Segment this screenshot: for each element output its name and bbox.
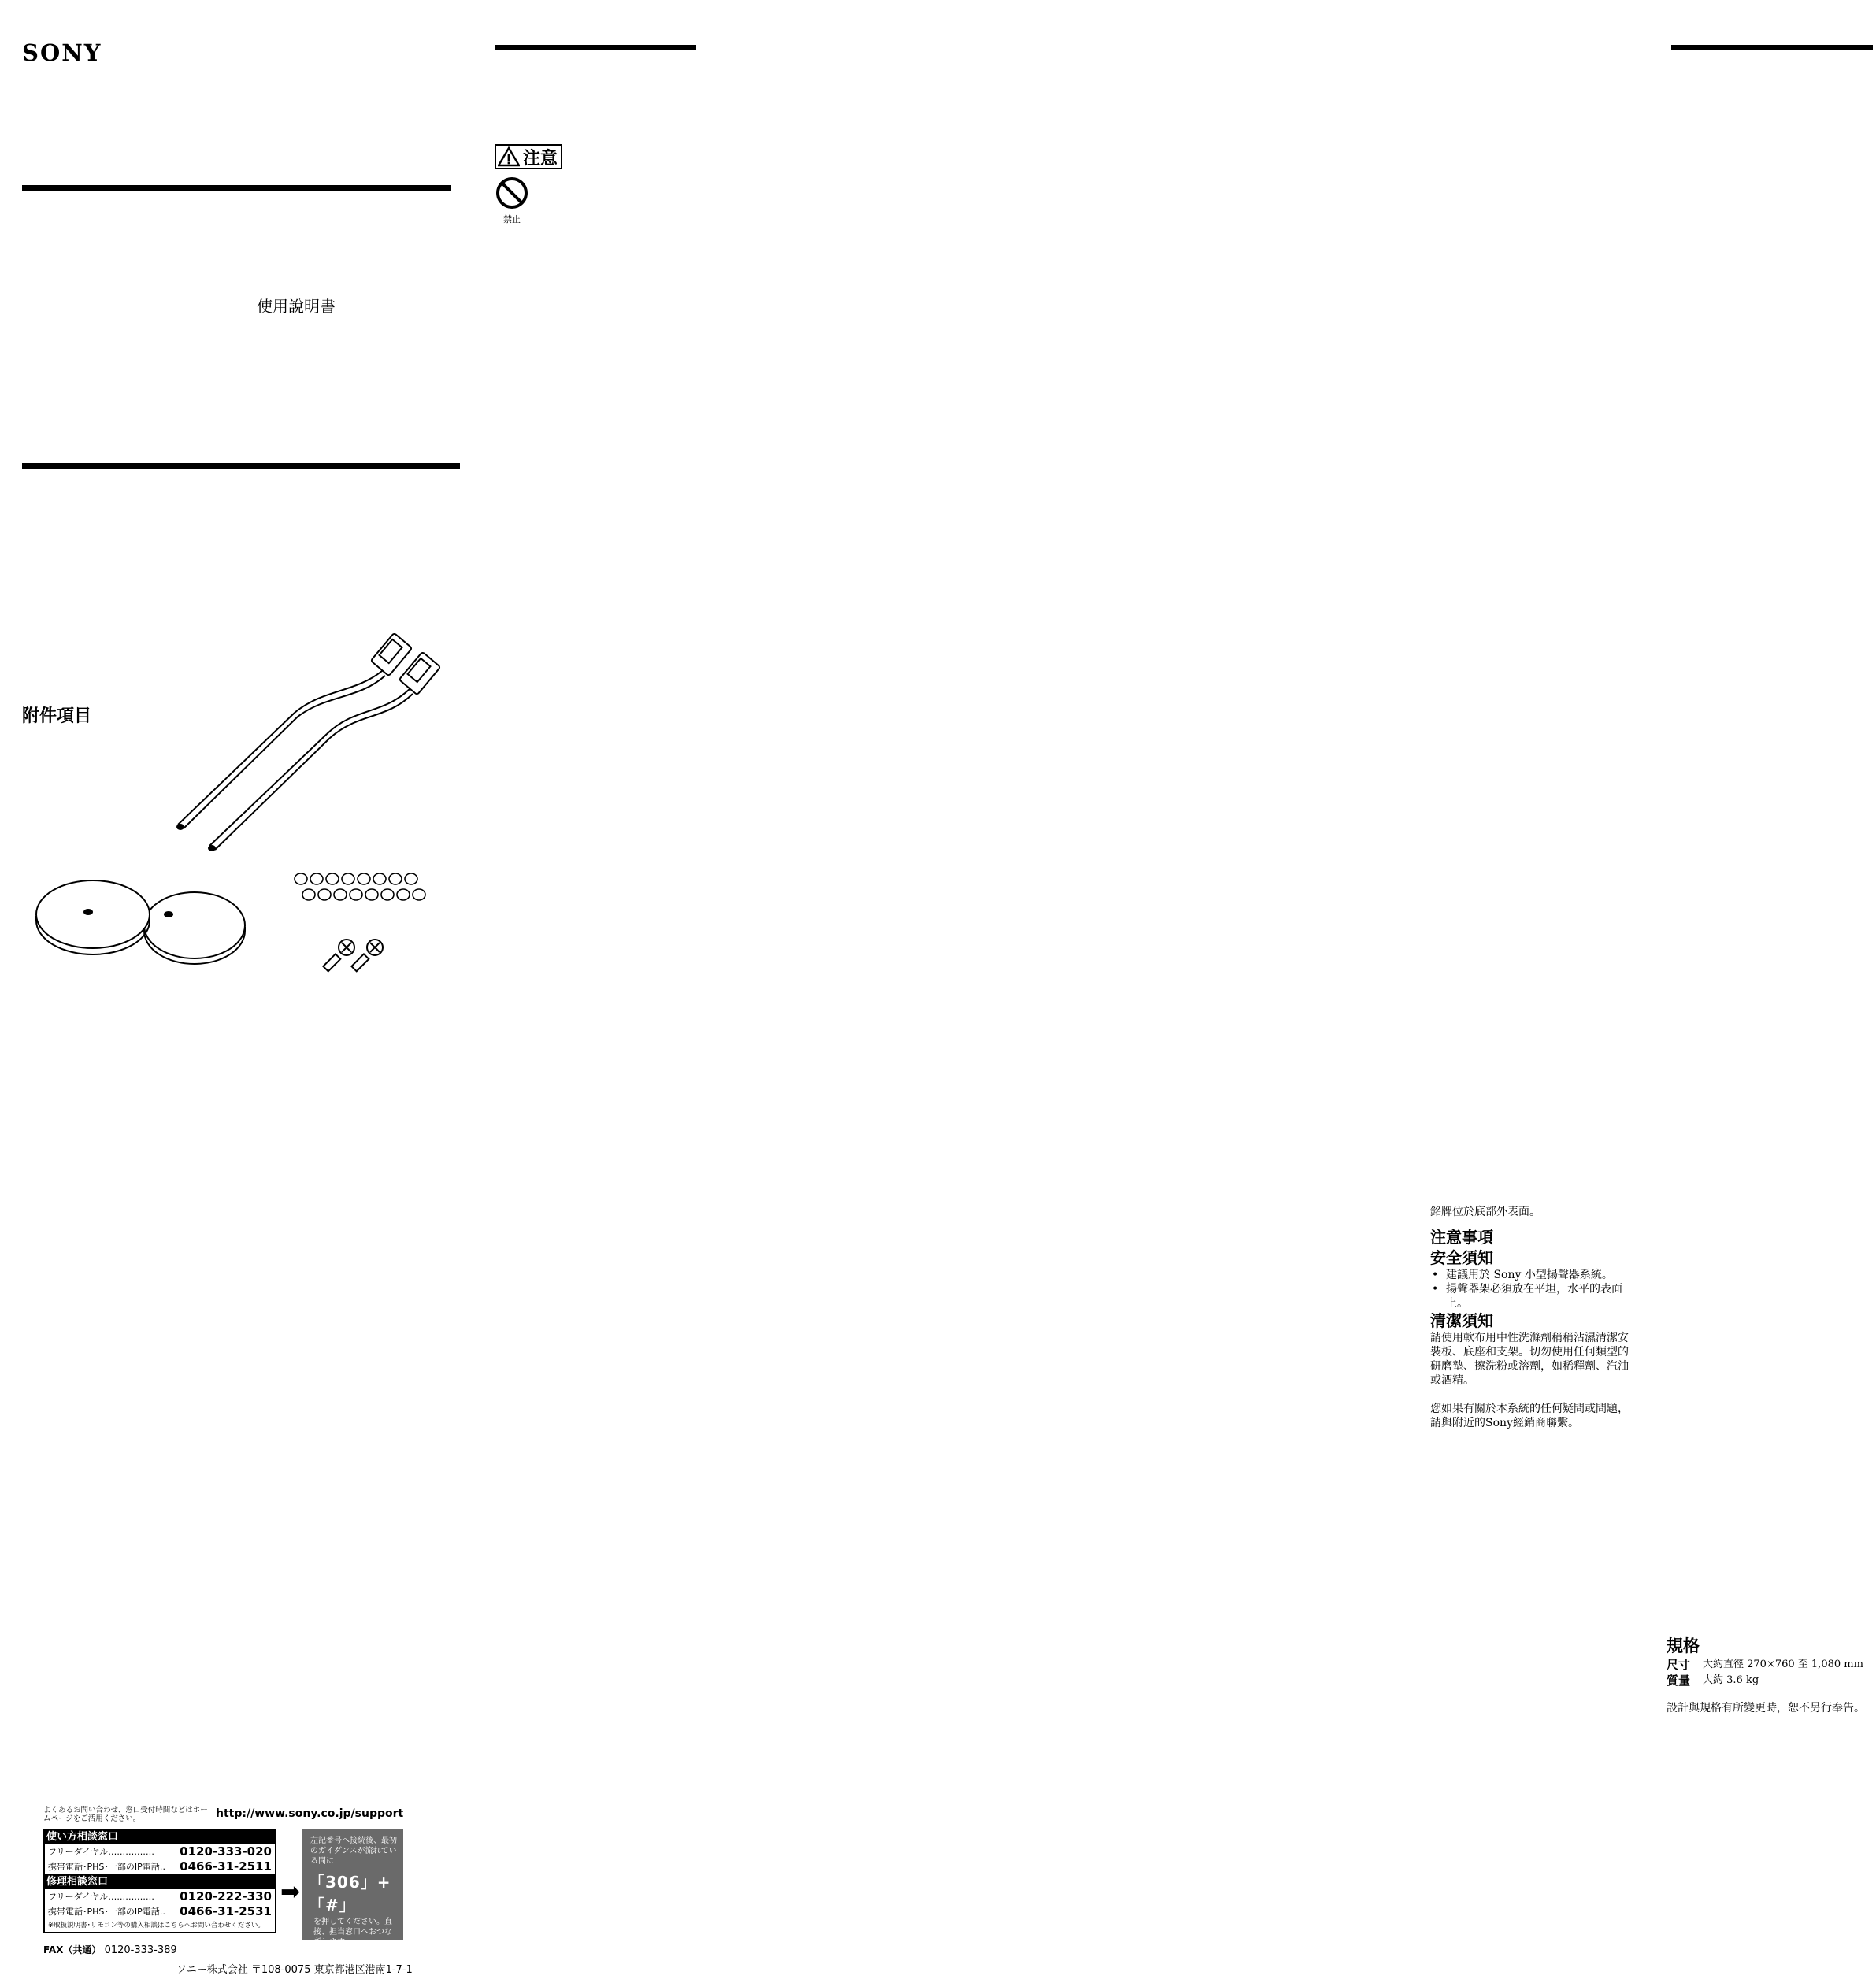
screw-icon [351, 940, 383, 971]
phone-line [43, 1859, 276, 1874]
fax-label: FAX（共通） [43, 1944, 102, 1955]
spec-row [1667, 1673, 1873, 1688]
phone-number: 0466-31-2511 [180, 1859, 272, 1874]
spec-note: 設計與規格有所變更時，恕不另行奉告。 [1667, 1702, 1865, 1714]
phone-line [43, 1904, 276, 1919]
phone-number: 0466-31-2531 [180, 1904, 272, 1918]
guidance-before: 左記番号へ接続後、最初のガイダンスが流れている間に [310, 1837, 397, 1866]
spec-row [1667, 1657, 1873, 1673]
speaker-stand-pole-icon [177, 633, 412, 829]
contact-text: 您如果有關於本系統的任何疑問或問題，請與附近的Sony經銷商聯繫。 [1430, 1403, 1629, 1429]
precautions-section [1430, 1205, 1637, 1430]
phone-label: 携帯電話･PHS･一部のIP電話‥ [48, 1862, 166, 1872]
accessories-heading: 附件項目 [22, 706, 92, 726]
phone-label: 携帯電話･PHS･一部のIP電話‥ [48, 1907, 166, 1917]
usage-heading: 使い方相談窓口 [43, 1829, 276, 1844]
guidance-code: 「306」+「#」 [309, 1873, 391, 1914]
phone-line [43, 1889, 276, 1904]
warning-triangle-icon [498, 146, 520, 167]
spec-value: 大約 3.6 kg [1703, 1674, 1759, 1686]
arrow-right-icon: ➡ [280, 1878, 301, 1906]
divider [22, 463, 460, 469]
divider [1671, 45, 1873, 50]
safety-list [1430, 1268, 1637, 1310]
base-plate-icon [144, 892, 245, 964]
safety-heading: 安全須知 [1430, 1248, 1493, 1267]
divider [495, 45, 696, 50]
specs-section [1667, 1635, 1873, 1715]
list-item: • 揚聲器架必須放在平坦，水平的表面上。 [1430, 1282, 1637, 1310]
cushion-pad-icon [295, 873, 425, 900]
screw-icon [323, 940, 354, 971]
spec-key: 質量 [1667, 1674, 1691, 1688]
accessories-illustration [24, 614, 465, 992]
prohibit-label: 禁止 [503, 214, 521, 224]
support-url[interactable]: http://www.sony.co.jp/support [216, 1807, 404, 1820]
company-address: ソニー株式会社 〒108-0075 東京都港区港南1-7-1 [176, 1964, 413, 1976]
caution-label [495, 144, 562, 169]
base-plate-icon [36, 880, 150, 954]
repair-heading: 修理相談窓口 [43, 1874, 276, 1889]
support-note: ※取扱説明書･リモコン等の購入相談はこちらへお問い合わせください。 [43, 1919, 276, 1933]
cleaning-text: 請使用軟布用中性洗滌劑稍稍沾濕清潔安裝板、底座和支架。切勿使用任何類型的研磨墊、擦洗粉或溶劑，如稀釋劑、汽油或酒精。 [1430, 1332, 1629, 1387]
phone-number: 0120-333-020 [180, 1844, 272, 1859]
caution-text: 注意 [523, 148, 558, 169]
support-intro: よくあるお問い合わせ、窓口受付時間などはホームページをご活用ください。 [43, 1806, 208, 1823]
phone-number: 0120-222-330 [180, 1889, 272, 1903]
guidance-after: を押してください。直接、担当窓口へおつなぎします。 [313, 1918, 392, 1947]
precautions-heading: 注意事項 [1430, 1228, 1493, 1247]
sony-logo: SONY [22, 39, 102, 66]
nameplate-note: 銘牌位於底部外表面。 [1430, 1206, 1540, 1218]
speaker-stand-pole-icon [209, 652, 440, 851]
fax-line [43, 1943, 177, 1956]
divider [22, 185, 451, 191]
prohibit-icon [495, 176, 529, 209]
fax-number: 0120-333-389 [104, 1944, 177, 1956]
phone-label: フリーダイヤル‥‥‥‥‥‥‥‥ [48, 1892, 154, 1902]
specs-heading: 規格 [1667, 1636, 1700, 1655]
prohibit-symbol [495, 176, 529, 225]
list-item: • 建議用於 Sony 小型揚聲器系統。 [1430, 1268, 1637, 1282]
spec-value: 大約直徑 270×760 至 1,080 mm [1703, 1659, 1863, 1670]
phone-line [43, 1844, 276, 1859]
support-panel [43, 1829, 276, 1933]
phone-label: フリーダイヤル‥‥‥‥‥‥‥‥ [48, 1847, 154, 1857]
guidance-box [302, 1829, 403, 1947]
cleaning-heading: 清潔須知 [1430, 1311, 1493, 1330]
manual-title: 使用說明書 [257, 297, 336, 316]
spec-key: 尺寸 [1667, 1658, 1691, 1672]
